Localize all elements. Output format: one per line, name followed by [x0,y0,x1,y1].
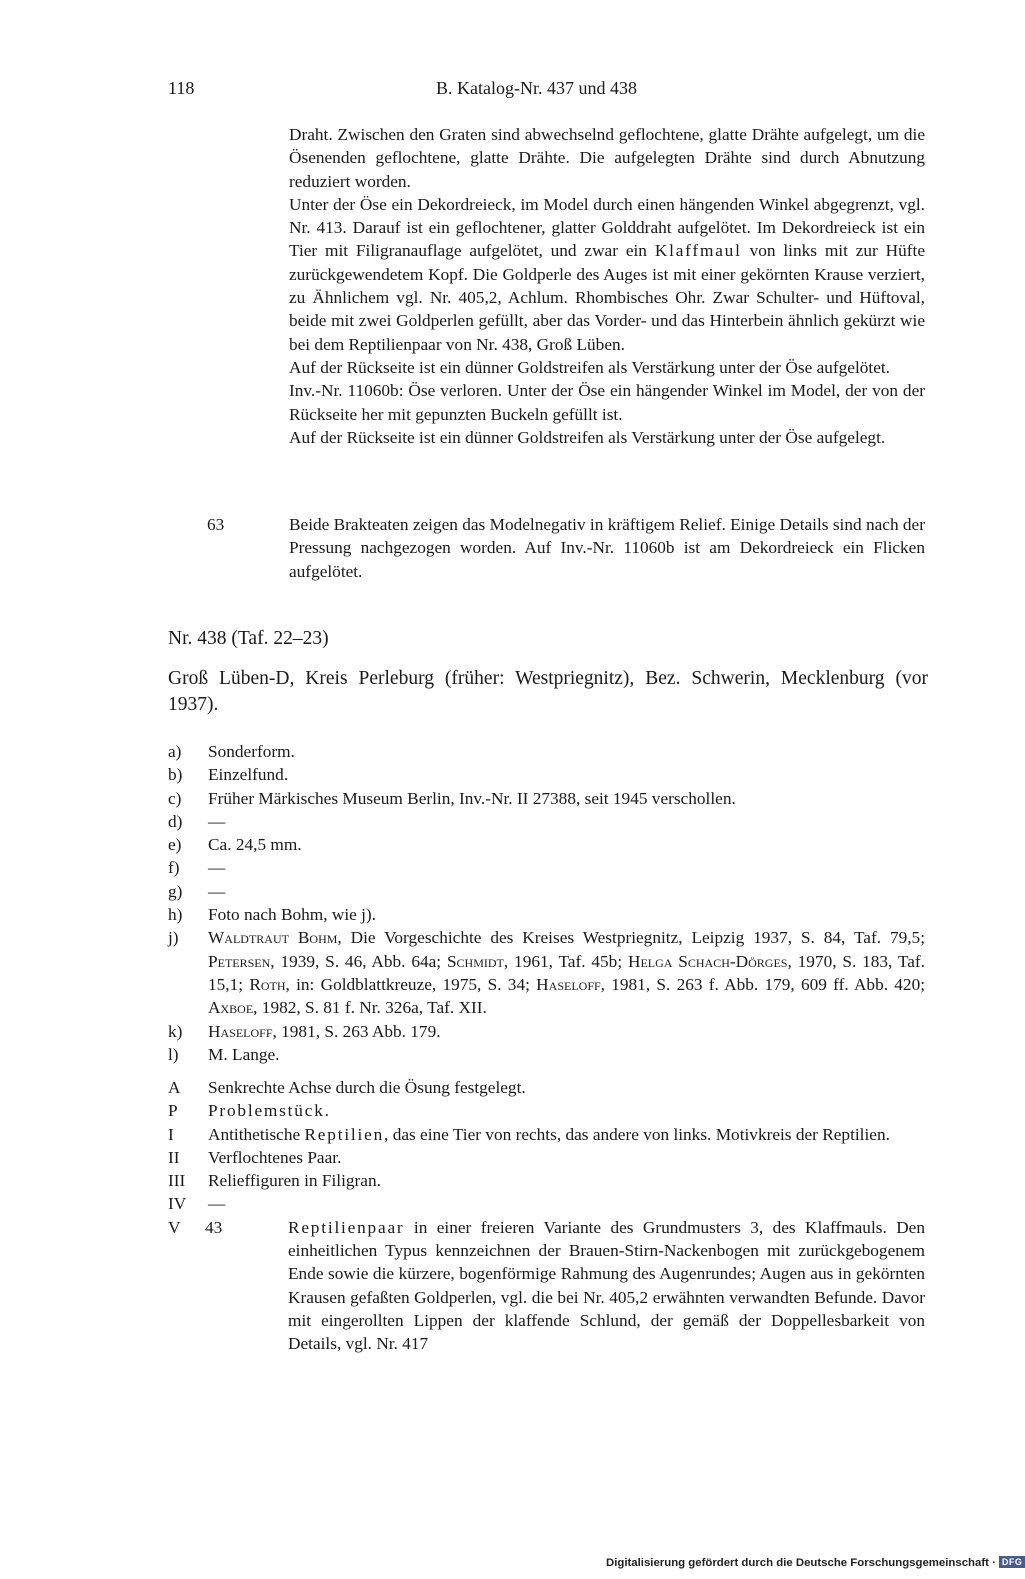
field-row: b) Einzelfund. [168,765,289,785]
paragraph: Inv.-Nr. 11060b: Öse verloren. Unter der Öse ein hängender Winkel im Model, der von der Rückseite her mit gepunzten Buckeln gefüllt ist. [289,381,925,424]
class-row: A Senkrechte Achse durch die Ösung festgelegt. [168,1078,526,1097]
remark-number: 63 [207,515,225,534]
page-header [168,78,928,102]
field-row: a) Sonderform. [168,742,295,761]
entry-title: Nr. 438 (Taf. 22–23) [168,628,329,649]
paragraph: Unter der Öse ein Dekordreieck, im Model durch einen hängenden Winkel abgegrenzt, vgl. Nr. 413. Darauf ist ein geflochtener, glatter Golddraht aufgelötet. Im Dekordreieck ist ein Tier mit Filigranauflage aufgelötet, und zwar ein Klaffmaul von links mit zur Hüfte zurückgewendetem Kopf. Die Goldperle des Auges ist mit einer gekörnten Krause verziert, zu Ähnlichem vgl. Nr. 405,2, Achlum. Rhombisches Ohr. Zwar Schulter- und Hüftoval, beide mit zwei Goldperlen gefüllt, aber das Vorder- und das Hinterbein ähnlich gekürzt wie bei dem Reptilienpaar von Nr. 438, Groß Lüben. [289,194,925,354]
dfg-logo: DFG [999,1556,1025,1568]
class-row: IV — [168,1194,226,1214]
paragraph: Draht. Zwischen den Graten sind abwechselnd geflochtene, glatte Drähte aufgelegt, um die Ösenenden geflochtene, glatte Drähte. Die aufgelegten Drähte sind durch Abnutzung reduziert worden. [289,125,925,191]
field-list [168,740,925,1066]
field-row: f) — [168,858,226,878]
digitization-footer [606,1556,1025,1569]
author-name: Roth [249,974,286,994]
classification-list [168,1076,925,1356]
author-name: Schmidt [446,951,504,971]
field-row: c) Früher Märkisches Museum Berlin, Inv.-Nr. II 27388, seit 1945 verschollen. [168,788,736,808]
remark-number: 43 [205,1217,223,1237]
author-name: Waldtraut Bohm [208,928,338,948]
class-row: I Antithetische Reptilien, das eine Tier von rechts, das andere von links. Motivkreis der Reptilien. [168,1124,890,1144]
entry-location: Groß Lüben-D, Kreis Perleburg (früher: Westpriegnitz), Bez. Schwerin, Mecklenburg (vor 1937). [168,668,928,715]
field-row: h) Foto nach Bohm, wie j). [168,905,376,925]
spaced-term: Klaffmaul [654,241,742,261]
running-title: B. Katalog-Nr. 437 und 438 [436,78,637,98]
field-row: l) M. Lange. [168,1044,280,1064]
paragraph: Auf der Rückseite ist ein dünner Goldstreifen als Verstärkung unter der Öse aufgelegt. [289,427,886,447]
continued-text [289,123,925,449]
author-name: Petersen [208,951,271,971]
author-name: Haseloff [208,1021,273,1041]
class-row: P Problemstück. [168,1101,331,1121]
class-row: III Relieffiguren in Filigran. [168,1171,381,1191]
author-name: Haseloff [536,974,601,994]
numbered-remark [207,513,925,583]
author-name: Axboe [208,998,254,1018]
field-row: g) — [168,881,226,901]
spaced-term: Reptilienpaar [288,1217,405,1237]
author-name: Helga Schach-Dörges [627,951,788,971]
field-row: k) Haseloff, 1981, S. 263 Abb. 179. [168,1021,441,1041]
footer-text: Digitalisierung gefördert durch die Deutsche Forschungsgemeinschaft · [606,1557,996,1569]
field-row: d) — [168,811,226,831]
field-row-literature: j) Waldtraut Bohm, Die Vorgeschichte des Kreises Westpriegnitz, Leipzig 1937, S. 84, Taf. 79,5; Petersen, 1939, S. 46, Abb. 64a; Schmidt, 1961, Taf. 45b; Helga Schach-Dörges, 1970, S. 183, Taf. 15,1; Roth, in: Goldblattkreuze, 1975, S. 34; Haseloff, 1981, S. 263 f. Abb. 179, 609 ff. Abb. 420; Axboe, 1982, S. 81 f. Nr. 326a, Taf. XII. [168,928,926,1018]
class-row: V 43 Reptilienpaar in einer freieren Variante des Grundmusters 3, des Klaffmauls. Den einheitlichen Typus kennzeichnen der Brauen-Stirn-Nackenbogen mit zurückgebogenem Ende sowie die kürzere, bogenförmige Rahmung des Augenrundes; Augen aus in gekörnten Krausen gefaßten Goldperlen, vgl. die bei Nr. 405,2 erwähnten verwandten Befunde. Davor mit eingerollten Lippen der klaffende Schlund, der gemäß der Doppellesbarkeit von Details, vgl. Nr. 417 [168,1217,925,1354]
page-number: 118 [168,78,195,98]
spaced-term: Reptilien [304,1124,385,1144]
class-row: II Verflochtenes Paar. [168,1147,342,1167]
paragraph: Auf der Rückseite ist ein dünner Goldstreifen als Verstärkung unter der Öse aufgelötet. [289,357,890,377]
field-row: e) Ca. 24,5 mm. [168,835,302,855]
paragraph: Beide Brakteaten zeigen das Modelnegativ in kräftigem Relief. Einige Details sind nach der Pressung nachgezogen worden. Auf Inv.-Nr. 11060b ist am Dekordreieck ein Flicken aufgelötet. [289,515,925,581]
